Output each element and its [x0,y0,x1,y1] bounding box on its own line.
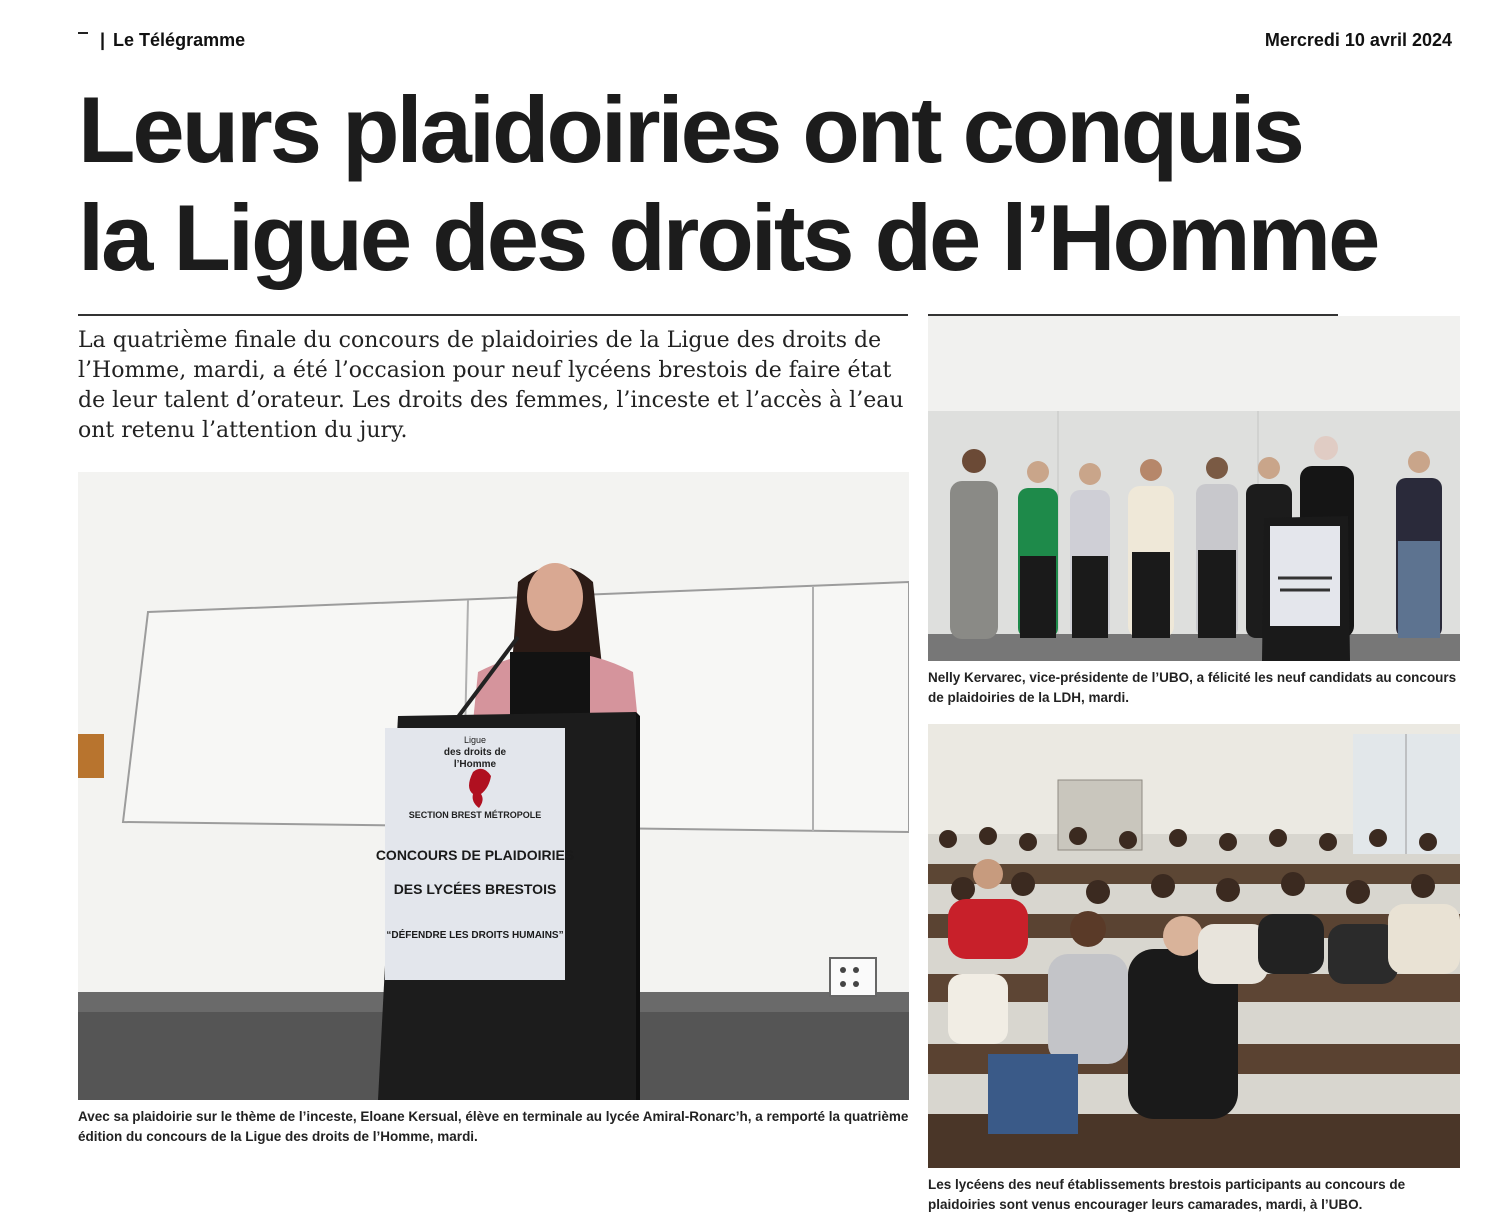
poster-ldh-line2: des droits de [443,747,507,758]
candidates-photo [928,316,1460,661]
audience-photo [928,724,1460,1168]
article-lead: La quatrième finale du concours de plaidoiries de la Ligue des droits de l’Homme, mardi, a été l’occasion pour neuf lycéens brestois de faire état de leur talent d’orateur. Les droits des femmes, l’inceste et l’accès à l’eau ont retenu l’attention du jury. [78,328,904,443]
poster-section: SECTION BREST MÉTROPOLE [408,810,542,820]
main-photo [78,472,909,1100]
issue-date: Mercredi 10 avril 2024 [1264,30,1452,50]
corner-mark [78,32,88,34]
headline-line-1: Leurs plaidoiries ont conquis [78,77,1302,182]
headline [78,76,1458,292]
candidates-photo-caption: Nelly Kervarec, vice-présidente de l’UBO, a félicité les neuf candidats au concours de plaidoiries de la LDH, mardi. [928,670,1457,705]
poster-motto: “DÉFENDRE LES DROITS HUMAINS” [386,930,564,941]
headline-line-2: la Ligue des droits de l’Homme [78,185,1378,290]
audience-photo-caption: Les lycéens des neuf établissements brestois participants au concours de plaidoiries sont venus encourager leurs camarades, mardi, à l’UBO. [928,1177,1406,1212]
newspaper-label: Le Télégramme [113,30,246,50]
poster-title-2: DES LYCÉES BRESTOIS [393,881,557,897]
divider-left [78,314,908,316]
poster-ldh-line1: Ligue [463,735,487,745]
poster-ldh-line3: l’Homme [453,759,497,770]
main-photo-caption: Avec sa plaidoirie sur le thème de l’inceste, Eloane Kersual, élève en terminale au lycée Amiral-Ronarc’h, a remporté la quatrième édition du concours de la Ligue des droits de l’Homme, mardi. [78,1109,909,1144]
newspaper-name: | Le Télégramme [100,30,246,50]
poster-title-1: CONCOURS DE PLAIDOIRIES [375,847,575,863]
